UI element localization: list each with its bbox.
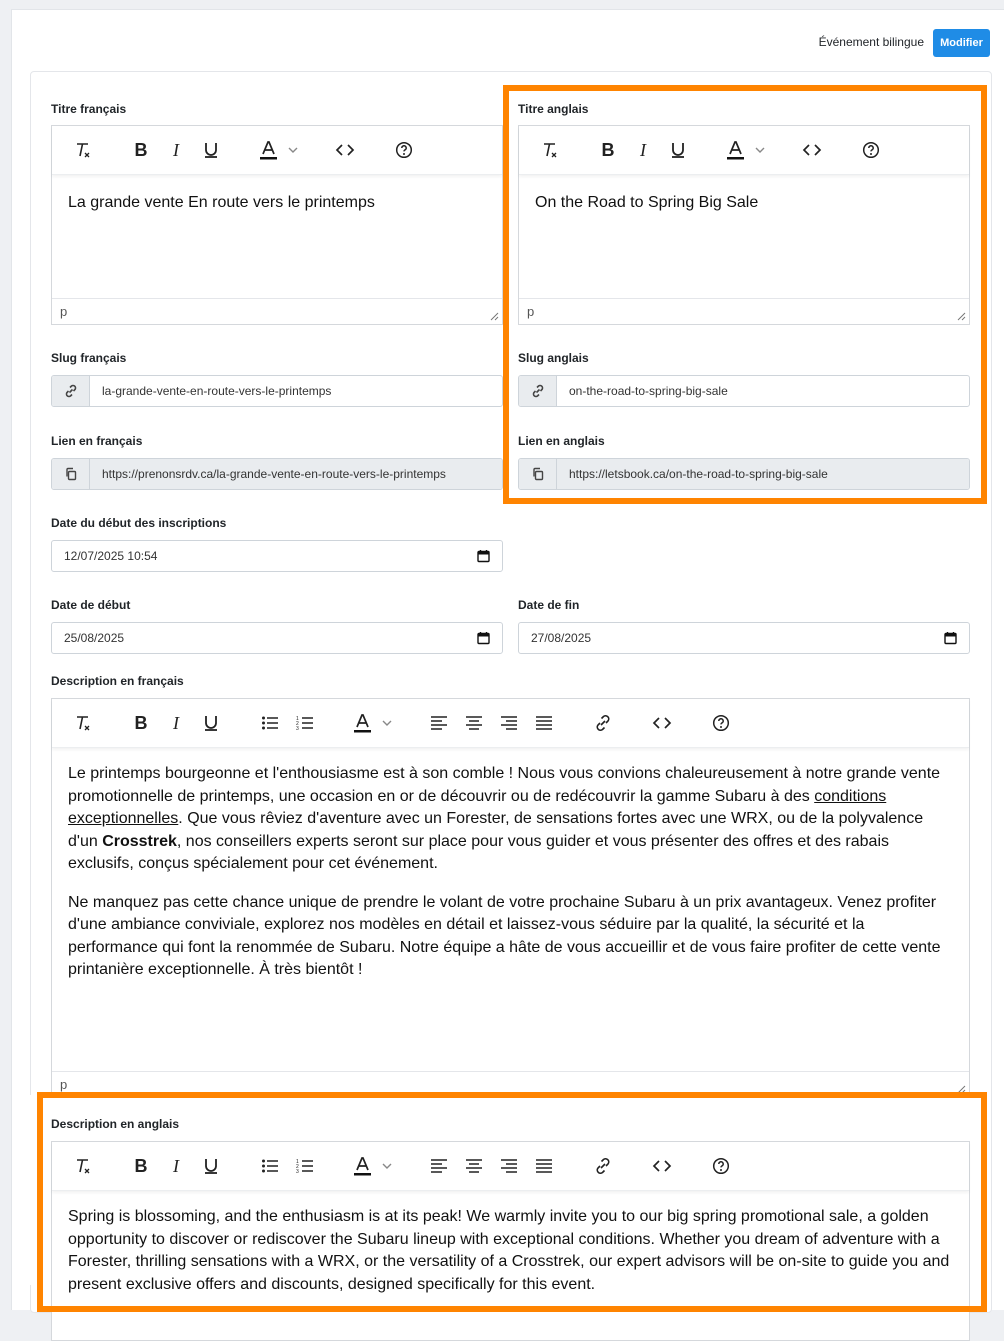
bold-icon[interactable]: B xyxy=(601,140,615,160)
italic-icon[interactable]: I xyxy=(173,1156,179,1176)
fr-link-label: Lien en français xyxy=(51,434,143,448)
clear-format-icon[interactable] xyxy=(72,712,94,734)
align-left-icon[interactable] xyxy=(428,712,450,734)
top-actions xyxy=(11,29,990,57)
underline-icon[interactable] xyxy=(200,712,222,734)
start-date-label: Date de début xyxy=(51,598,131,612)
bold-icon[interactable]: B xyxy=(134,1156,148,1176)
element-path-tag: p xyxy=(527,304,535,319)
fr-description-toolbar xyxy=(52,699,969,748)
fr-title-editor[interactable] xyxy=(51,125,503,325)
fr-link-value: https://prenonsrdv.ca/la-grande-vente-en-route-vers-le-printemps xyxy=(90,459,502,489)
help-icon[interactable] xyxy=(860,139,882,161)
fr-link-field xyxy=(51,458,503,490)
svg-text:3: 3 xyxy=(296,1169,299,1174)
en-slug-label: Slug anglais xyxy=(518,351,589,365)
code-icon[interactable] xyxy=(801,139,823,161)
end-date-label: Date de fin xyxy=(518,598,580,612)
justify-icon[interactable] xyxy=(533,712,555,734)
resize-handle-icon[interactable] xyxy=(956,1084,966,1094)
justify-icon[interactable] xyxy=(533,1155,555,1177)
clear-format-icon[interactable] xyxy=(539,139,561,161)
text-color-icon[interactable] xyxy=(258,139,302,161)
align-right-icon[interactable] xyxy=(498,1155,520,1177)
fr-description-paragraph: Ne manquez pas cette chance unique de prendre le volant de votre prochaine Subaru à un prix avantageux. Venez profiter d'une ambiance conviviale, explorez nos modèles en détail et laissez-vous séduire par la qualité, la sécurité et la performance qui font la renommée de Subaru. Notre équipe a hâte de vous accueillir et de vous faire profiter de cette vente printanière exceptionnelle. À très bientôt ! xyxy=(68,893,941,978)
svg-text:3: 3 xyxy=(296,726,299,731)
fr-slug-field[interactable] xyxy=(51,375,503,407)
underline-icon[interactable] xyxy=(200,139,222,161)
fr-description-paragraph xyxy=(68,763,955,876)
resize-handle-icon[interactable] xyxy=(489,311,499,321)
italic-icon[interactable]: I xyxy=(173,140,179,160)
registration-start-value: 12/07/2025 10:54 xyxy=(64,549,158,563)
en-link-value: https://letsbook.ca/on-the-road-to-spring-big-sale xyxy=(557,459,969,489)
en-slug-input[interactable]: on-the-road-to-spring-big-sale xyxy=(569,384,728,398)
element-path-tag: p xyxy=(60,1077,68,1092)
bullet-list-icon[interactable] xyxy=(259,712,281,734)
link-icon[interactable] xyxy=(592,712,614,734)
clear-format-icon[interactable] xyxy=(72,139,94,161)
align-center-icon[interactable] xyxy=(463,712,485,734)
element-path-tag: p xyxy=(60,304,68,319)
en-title-content[interactable]: On the Road to Spring Big Sale xyxy=(535,194,759,211)
fr-title-statusbar xyxy=(52,298,502,324)
svg-text:2: 2 xyxy=(296,721,299,727)
start-date-input[interactable] xyxy=(51,622,503,654)
bold-icon[interactable]: B xyxy=(134,713,148,733)
copy-icon[interactable] xyxy=(52,459,90,489)
link-icon[interactable] xyxy=(592,1155,614,1177)
numbered-list-icon[interactable] xyxy=(294,712,316,734)
calendar-icon[interactable] xyxy=(477,631,490,645)
link-icon xyxy=(519,376,557,406)
registration-start-input[interactable] xyxy=(51,540,503,572)
text-color-icon[interactable] xyxy=(725,139,769,161)
modify-button[interactable]: Modifier xyxy=(933,29,990,57)
fr-description-editor[interactable] xyxy=(51,698,970,1098)
en-title-editor[interactable] xyxy=(518,125,970,325)
bullet-list-icon[interactable] xyxy=(259,1155,281,1177)
fr-description-statusbar xyxy=(52,1071,969,1097)
text-run: Le printemps bourgeonne et l'enthousiasme est à son comble ! Nous vous convions chaleureusement à notre grande vente promotionnelle de printemps, une occasion en or de découvrir ou de redécouvrir la gamme Subaru à des xyxy=(68,765,941,805)
fr-slug-label: Slug français xyxy=(51,351,127,365)
en-title-statusbar xyxy=(519,298,969,324)
clear-format-icon[interactable] xyxy=(72,1155,94,1177)
help-icon[interactable] xyxy=(393,139,415,161)
svg-text:1: 1 xyxy=(296,716,299,722)
text-color-icon[interactable] xyxy=(352,712,396,734)
en-description-toolbar xyxy=(52,1142,969,1191)
text-color-icon[interactable] xyxy=(352,1155,396,1177)
en-title-toolbar xyxy=(519,126,969,175)
underline-icon[interactable] xyxy=(667,139,689,161)
copy-icon[interactable] xyxy=(519,459,557,489)
italic-icon[interactable]: I xyxy=(640,140,646,160)
en-title-label: Titre anglais xyxy=(518,102,589,116)
bold-text: Crosstrek xyxy=(102,832,177,850)
help-icon[interactable] xyxy=(710,1155,732,1177)
code-icon[interactable] xyxy=(651,712,673,734)
start-date-value: 25/08/2025 xyxy=(64,631,125,645)
en-link-label: Lien en anglais xyxy=(518,434,605,448)
svg-text:2: 2 xyxy=(296,1164,299,1170)
numbered-list-icon[interactable] xyxy=(294,1155,316,1177)
end-date-input[interactable] xyxy=(518,622,970,654)
registration-start-label: Date du début des inscriptions xyxy=(51,516,227,530)
bilingual-event-label: Événement bilingue xyxy=(818,35,924,49)
link-icon xyxy=(52,376,90,406)
en-description-content[interactable] xyxy=(68,1206,955,1312)
fr-title-label: Titre français xyxy=(51,102,127,116)
fr-title-content[interactable]: La grande vente En route vers le printemps xyxy=(68,194,375,211)
underline-icon[interactable] xyxy=(200,1155,222,1177)
code-icon[interactable] xyxy=(651,1155,673,1177)
bold-icon[interactable]: B xyxy=(134,140,148,160)
en-link-field xyxy=(518,458,970,490)
text-run: , nos conseillers experts seront sur place pour vous guider et vous présenter des offres et des rabais exclusifs, conçus spécialement pour cet événement. xyxy=(68,832,889,872)
italic-icon[interactable]: I xyxy=(173,713,179,733)
fr-slug-input[interactable]: la-grande-vente-en-route-vers-le-printemps xyxy=(102,384,332,398)
fr-title-toolbar xyxy=(52,126,502,175)
end-date-value: 27/08/2025 xyxy=(531,631,592,645)
fr-description-label: Description en français xyxy=(51,674,184,688)
align-center-icon[interactable] xyxy=(463,1155,485,1177)
resize-handle-icon[interactable] xyxy=(956,311,966,321)
en-description-paragraph: Spring is blossoming, and the enthusiasm is at its peak! We warmly invite you to our big spring promotional sale, a golden opportunity to discover or rediscover the Subaru lineup with exceptional conditions. Whether you dream of adventure with a Forester, thrilling sensations with a WRX, or the versatility of a Crosstrek, our expert advisors will be on-site to guide you and present exclusive offers and discounts, designed specifically for this event. xyxy=(68,1208,950,1293)
calendar-icon[interactable] xyxy=(944,631,957,645)
code-icon[interactable] xyxy=(334,139,356,161)
calendar-icon[interactable] xyxy=(477,549,490,563)
text-run: . Que vous rêviez d'aventure avec un Forester, de sensations fortes avec une WRX, ou de la polyvalence d'un xyxy=(68,810,924,850)
svg-text:1: 1 xyxy=(296,1159,299,1165)
fr-description-content[interactable] xyxy=(68,763,955,998)
help-icon[interactable] xyxy=(710,712,732,734)
underlined-text: conditions exceptionnelles xyxy=(68,787,887,827)
align-left-icon[interactable] xyxy=(428,1155,450,1177)
align-right-icon[interactable] xyxy=(498,712,520,734)
en-slug-field[interactable] xyxy=(518,375,970,407)
en-description-editor[interactable] xyxy=(51,1141,970,1341)
en-description-label: Description en anglais xyxy=(51,1117,180,1131)
